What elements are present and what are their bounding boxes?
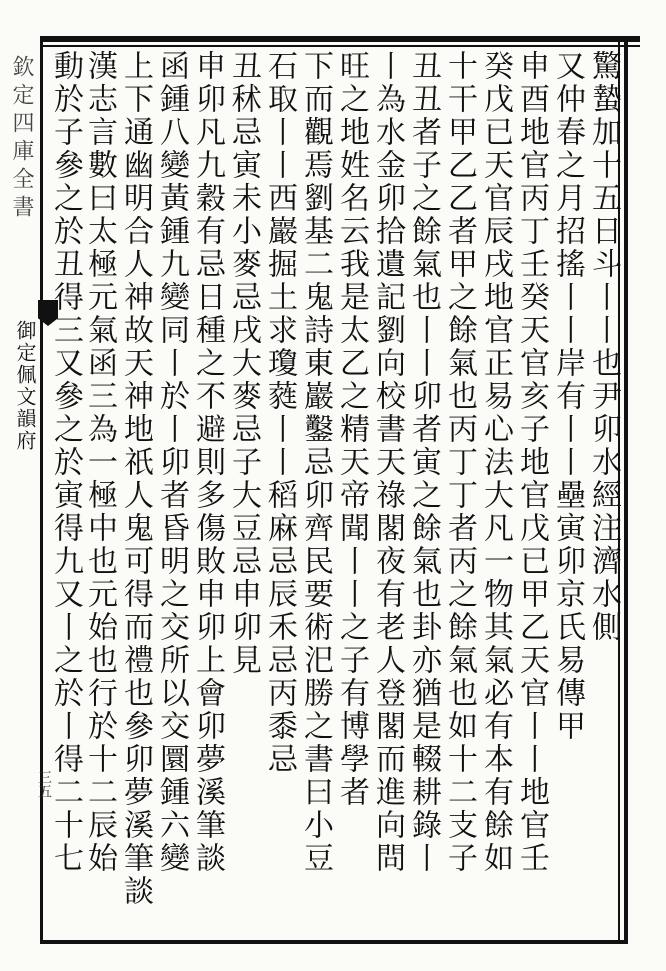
book-title: 御定佩文韻府 (13, 320, 37, 452)
frame-right-rule (624, 36, 628, 944)
text-column-14: 上下通幽明合人神故天神地祇人鬼可得而禮也參卯夢溪筆談 (118, 50, 153, 908)
text-column-8: 旺之地姓名云我是太乙之精天帝聞丨丨之子有博學者 (334, 50, 369, 809)
text-column-11: 丑秫忌寅未小麥忌戌大麥忌子大豆忌申卯見 (226, 50, 261, 677)
text-column-6: 丑丑者子之餘氣也丨丨卯者寅之餘氣也卦亦猶是輟耕錄丨 (406, 50, 441, 875)
text-column-5: 十干甲乙乙者甲之餘氣也丙丁丁者丙之餘氣也如十二支子 (442, 50, 477, 875)
text-column-12: 申卯凡九穀有忌日種之不避則多傷敗申卯上會卯夢溪筆談 (190, 50, 225, 875)
running-header: 欽定四庫全書 (9, 55, 34, 223)
text-column-10: 石取丨丨西巖掘土求瓊蕤丨丨稻麻忌辰禾忌丙黍忌 (262, 50, 297, 776)
text-column-9: 下而觀焉劉基二鬼詩東巖鑿忌卯齊民要術汜勝之書曰小豆 (298, 50, 333, 875)
text-column-1: 驚蟄加十五日斗丨丨也尹卯水經注濟水側 (586, 50, 621, 644)
text-column-16: 動於子參之於丑得三又參之於寅得九又丨之於丨得二十七 (48, 50, 83, 875)
frame-top-rule (40, 36, 640, 42)
text-column-7: 丨為水金卯拾遺記劉向校書天祿閣夜有老人登閣而進向問 (370, 50, 405, 875)
page-number: 三五 (36, 770, 52, 798)
text-column-15: 漢志言數曰太極元氣函三為一極中也元始也行於十二辰始 (82, 50, 117, 875)
text-column-13: 函鍾八變黃鍾九變同丨於丨卯者昏明之交所以交圜鍾六變 (154, 50, 189, 875)
frame-bottom-rule (40, 940, 628, 944)
text-column-3: 申酉地官丙丁壬癸天官亥子地官戊已甲乙天官丨丨地官壬 (514, 50, 549, 875)
text-column-4: 癸戊已天官辰戌地官正易心法大凡一物其氣必有本有餘如 (478, 50, 513, 875)
frame-top-rule-inner (40, 45, 640, 47)
text-column-2: 又仲春之月招搖丨丨岸有丨丨壘寅卯京氏易傳甲 (550, 50, 585, 743)
